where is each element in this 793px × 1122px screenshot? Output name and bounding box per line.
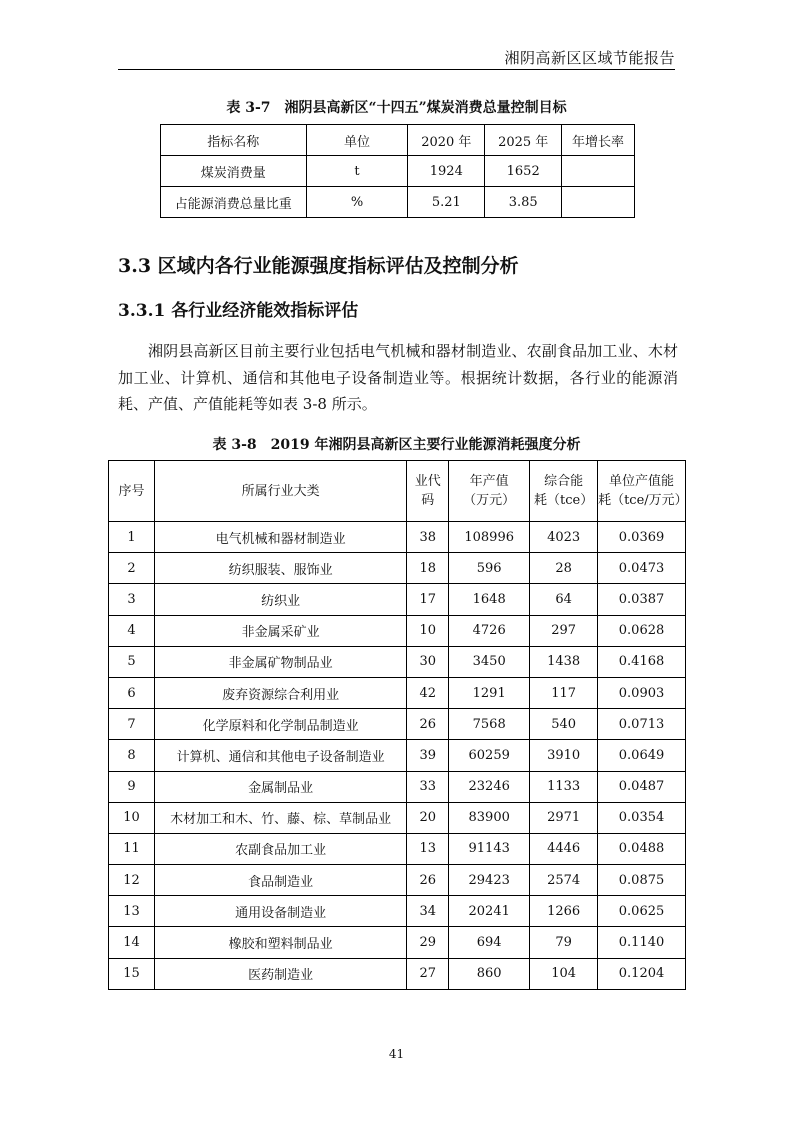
table-cell: 27: [407, 958, 449, 989]
table-row: [109, 833, 686, 864]
table-cell: 29423: [449, 865, 530, 896]
table-cell: 117: [530, 677, 598, 708]
table-cell: 596: [449, 553, 530, 584]
table-cell: 计算机、通信和其他电子设备制造业: [154, 740, 406, 771]
table-cell: 34: [407, 896, 449, 927]
table-cell: 15: [109, 958, 155, 989]
table-cell: 26: [407, 865, 449, 896]
table-cell: 0.0903: [598, 677, 686, 708]
header-cell: 综合能 耗（tce）: [530, 461, 598, 522]
header-cell: 序号: [109, 461, 155, 522]
header-cell: 单位产值能 耗（tce/万元）: [598, 461, 686, 522]
table-cell: 7: [109, 709, 155, 740]
table-cell: 农副食品加工业: [154, 833, 406, 864]
table-cell: 电气机械和器材制造业: [154, 522, 406, 553]
table-cell: 废弃资源综合利用业: [154, 677, 406, 708]
table-cell: [562, 156, 635, 187]
table-cell: 17: [407, 584, 449, 615]
table-cell: 64: [530, 584, 598, 615]
table-cell: 0.0488: [598, 833, 686, 864]
table-cell: 14: [109, 927, 155, 958]
table-header-row: [161, 125, 635, 156]
table-cell: 0.0628: [598, 615, 686, 646]
table-cell: 4023: [530, 522, 598, 553]
table-cell: 0.4168: [598, 646, 686, 677]
body-paragraph: 湘阴县高新区目前主要行业包括电气机械和器材制造业、农副食品加工业、木材加工业、计算机、通信和其他电子设备制造业等。根据统计数据，各行业的能源消耗、产值、产值能耗等如表 3-8 所示。: [118, 342, 678, 413]
table-cell: 0.1140: [598, 927, 686, 958]
table-cell: 9: [109, 771, 155, 802]
table-row: [109, 771, 686, 802]
table-cell: 占能源消费总量比重: [161, 187, 307, 218]
table-cell: 4726: [449, 615, 530, 646]
table-row: [109, 553, 686, 584]
table-cell: 纺织业: [154, 584, 406, 615]
table-cell: 0.0369: [598, 522, 686, 553]
table-row: [109, 865, 686, 896]
table-cell: 297: [530, 615, 598, 646]
table-cell: 纺织服装、服饰业: [154, 553, 406, 584]
table-cell: 0.1204: [598, 958, 686, 989]
table-cell: 1924: [408, 156, 485, 187]
header-cell: 年增长率: [562, 125, 635, 156]
table-cell: 7568: [449, 709, 530, 740]
header-cell: 所属行业大类: [154, 461, 406, 522]
table-cell: 0.0625: [598, 896, 686, 927]
header-cell: 单位: [306, 125, 408, 156]
table-cell: 39: [407, 740, 449, 771]
table-cell: 0.0354: [598, 802, 686, 833]
table-cell: 33: [407, 771, 449, 802]
table-cell: 0.0713: [598, 709, 686, 740]
table-cell: 1652: [485, 156, 562, 187]
table-cell: 通用设备制造业: [154, 896, 406, 927]
table-cell: 5: [109, 646, 155, 677]
table-cell: 860: [449, 958, 530, 989]
table-row: [109, 709, 686, 740]
table-cell: 13: [109, 896, 155, 927]
table-cell: 694: [449, 927, 530, 958]
table-cell: 28: [530, 553, 598, 584]
table-cell: 非金属采矿业: [154, 615, 406, 646]
section-heading: 3.3 区域内各行业能源强度指标评估及控制分析: [118, 255, 519, 277]
table-cell: 食品制造业: [154, 865, 406, 896]
table-cell: 1438: [530, 646, 598, 677]
page-number: 41: [388, 1047, 405, 1061]
table-cell: 38: [407, 522, 449, 553]
table-cell: 0.0487: [598, 771, 686, 802]
table-cell: 108996: [449, 522, 530, 553]
table-cell: 42: [407, 677, 449, 708]
table-row: [109, 740, 686, 771]
table-cell: 20: [407, 802, 449, 833]
table-cell: 0.0875: [598, 865, 686, 896]
table-row: [109, 646, 686, 677]
table-cell: 3: [109, 584, 155, 615]
table-row: [109, 927, 686, 958]
header-cell: 2020 年: [408, 125, 485, 156]
table-cell: 104: [530, 958, 598, 989]
table-cell: 13: [407, 833, 449, 864]
header-rule: [118, 69, 675, 70]
table-cell: 4446: [530, 833, 598, 864]
table-row: [109, 522, 686, 553]
table-cell: 2574: [530, 865, 598, 896]
table-cell: 5.21: [408, 187, 485, 218]
header-cell: 年产值 （万元）: [449, 461, 530, 522]
table-header-row: [109, 461, 686, 522]
table-cell: 540: [530, 709, 598, 740]
header-cell: 2025 年: [485, 125, 562, 156]
table-cell: 2: [109, 553, 155, 584]
table-cell: 橡胶和塑料制品业: [154, 927, 406, 958]
table-cell: 1648: [449, 584, 530, 615]
table-row: [161, 156, 635, 187]
table-cell: 29: [407, 927, 449, 958]
table-cell: 煤炭消费量: [161, 156, 307, 187]
table-cell: 79: [530, 927, 598, 958]
header-cell: 业代 码: [407, 461, 449, 522]
table-row: [161, 187, 635, 218]
table-cell: 1: [109, 522, 155, 553]
table-cell: 1266: [530, 896, 598, 927]
table-cell: [562, 187, 635, 218]
table-cell: 3910: [530, 740, 598, 771]
table-cell: 0.0473: [598, 553, 686, 584]
table-cell: 26: [407, 709, 449, 740]
table-cell: 30: [407, 646, 449, 677]
table-3-7-caption: 表 3-7 湘阴县高新区“十四五”煤炭消费总量控制目标: [226, 100, 567, 116]
table-cell: 医药制造业: [154, 958, 406, 989]
industry-energy-table: [108, 460, 686, 990]
table-cell: 8: [109, 740, 155, 771]
table-cell: 木材加工和木、竹、藤、棕、草制品业: [154, 802, 406, 833]
table-cell: 18: [407, 553, 449, 584]
table-row: [109, 677, 686, 708]
table-row: [109, 802, 686, 833]
table-cell: 10: [109, 802, 155, 833]
header-cell: 指标名称: [161, 125, 307, 156]
table-3-8-caption: 表 3-8 2019 年湘阴县高新区主要行业能源消耗强度分析: [212, 437, 581, 453]
table-cell: 20241: [449, 896, 530, 927]
table-cell: 金属制品业: [154, 771, 406, 802]
table-row: [109, 615, 686, 646]
table-cell: t: [306, 156, 408, 187]
table-cell: 1133: [530, 771, 598, 802]
subsection-heading: 3.3.1 各行业经济能效指标评估: [118, 301, 359, 321]
table-cell: 83900: [449, 802, 530, 833]
table-cell: 0.0387: [598, 584, 686, 615]
table-row: [109, 896, 686, 927]
table-cell: 6: [109, 677, 155, 708]
table-cell: 2971: [530, 802, 598, 833]
table-row: [109, 958, 686, 989]
table-cell: 11: [109, 833, 155, 864]
table-cell: 非金属矿物制品业: [154, 646, 406, 677]
table-cell: 化学原料和化学制品制造业: [154, 709, 406, 740]
table-cell: 3.85: [485, 187, 562, 218]
table-cell: 12: [109, 865, 155, 896]
table-cell: %: [306, 187, 408, 218]
table-cell: 91143: [449, 833, 530, 864]
running-header-title: 湘阴高新区区域节能报告: [504, 49, 675, 67]
table-cell: 3450: [449, 646, 530, 677]
table-cell: 10: [407, 615, 449, 646]
table-cell: 23246: [449, 771, 530, 802]
table-cell: 60259: [449, 740, 530, 771]
coal-consumption-table: [160, 124, 635, 218]
table-cell: 4: [109, 615, 155, 646]
table-cell: 0.0649: [598, 740, 686, 771]
table-cell: 1291: [449, 677, 530, 708]
table-row: [109, 584, 686, 615]
